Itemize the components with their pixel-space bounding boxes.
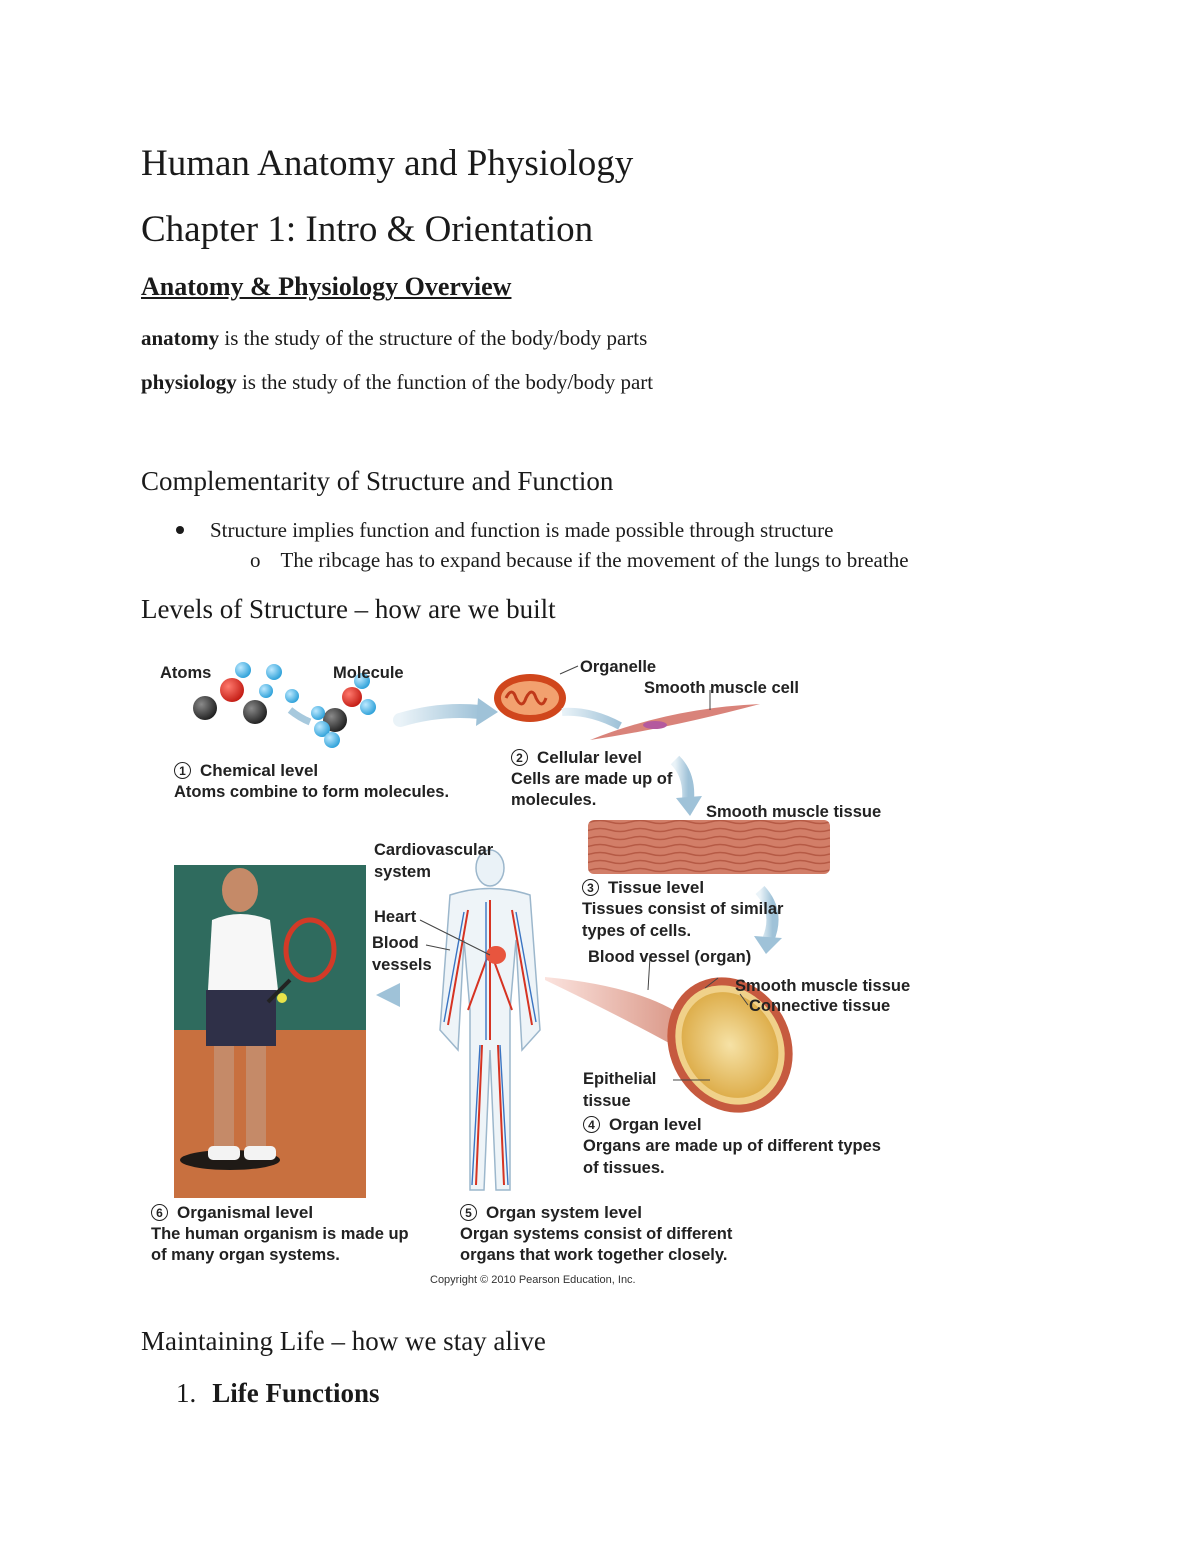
physiology-definition-text: is the study of the function of the body/body part <box>236 370 654 394</box>
label-smooth-muscle-cell: Smooth muscle cell <box>644 679 799 697</box>
step-number-6: 6 <box>151 1204 168 1221</box>
label-blood-2: vessels <box>372 956 432 974</box>
tissue-level-desc-1: Tissues consist of similar <box>582 900 784 918</box>
step-number-2: 2 <box>511 749 528 766</box>
cellular-level-desc-1: Cells are made up of <box>511 770 673 788</box>
label-molecule: Molecule <box>333 664 404 682</box>
levels-heading: Levels of Structure – how are we built <box>141 594 556 624</box>
organismal-level-title: 6 Organismal level <box>151 1202 313 1223</box>
organ-level-desc-2: of tissues. <box>583 1159 665 1177</box>
label-connective-tissue: Connective tissue <box>749 997 891 1015</box>
chemical-level-desc: Atoms combine to form molecules. <box>174 783 450 801</box>
anatomy-definition <box>141 326 647 351</box>
bullet-dot-icon <box>176 526 184 534</box>
step-number-1: 1 <box>174 762 191 779</box>
organismal-level-desc-2: of many organ systems. <box>151 1246 340 1264</box>
label-cardiovascular-1: Cardiovascular <box>374 841 494 859</box>
chapter-title: Chapter 1: Intro & Orientation <box>141 209 594 250</box>
tennis-player-photo <box>174 865 366 1198</box>
list-item-text: Life Functions <box>212 1378 380 1408</box>
label-cardiovascular-2: system <box>374 863 431 881</box>
step-number-5: 5 <box>460 1204 477 1221</box>
human-body-icon <box>440 850 540 1190</box>
organ-level-desc-1: Organs are made up of different types <box>583 1137 881 1155</box>
document-title: Human Anatomy and Physiology <box>141 143 634 184</box>
physiology-term: physiology <box>141 370 237 394</box>
label-epithelial-2: tissue <box>583 1092 631 1110</box>
sub-bullet-text: The ribcage has to expand because if the movement of the lungs to breathe <box>280 548 909 572</box>
physiology-definition <box>141 370 653 395</box>
organelle-icon <box>494 674 566 722</box>
levels-of-organization-figure <box>150 650 950 1290</box>
anatomy-term: anatomy <box>141 326 220 350</box>
organ-system-level-title: 5 Organ system level <box>460 1202 642 1223</box>
list-number: 1. <box>176 1378 197 1408</box>
label-smooth-muscle-tissue-2: Smooth muscle tissue <box>735 977 911 995</box>
numbered-list-item <box>176 1378 380 1409</box>
step-number-4: 4 <box>583 1116 600 1133</box>
cellular-level-desc-2: molecules. <box>511 791 597 809</box>
organ-system-level-desc-2: organs that work together closely. <box>460 1246 728 1264</box>
organ-system-level-desc-1: Organ systems consist of different <box>460 1225 733 1243</box>
bullet-text: Structure implies function and function is made possible through structure <box>210 518 834 542</box>
figure-illustration <box>150 650 950 1290</box>
tissue-level-title: 3 Tissue level <box>582 877 704 898</box>
sub-bullet-marker: o <box>250 548 261 572</box>
anatomy-definition-text: is the study of the structure of the body/body parts <box>219 326 648 350</box>
label-organelle: Organelle <box>580 658 657 676</box>
label-epithelial-1: Epithelial <box>583 1070 657 1088</box>
sub-bullet-item <box>250 548 909 573</box>
complementarity-heading: Complementarity of Structure and Function <box>141 466 614 496</box>
label-heart: Heart <box>374 908 417 926</box>
bullet-item <box>176 518 833 543</box>
organ-level-title: 4 Organ level <box>583 1114 702 1135</box>
smooth-muscle-tissue-icon <box>588 820 830 874</box>
overview-heading: Anatomy & Physiology Overview <box>141 272 512 301</box>
figure-copyright: Copyright © 2010 Pearson Education, Inc. <box>430 1274 636 1286</box>
label-blood-vessel-organ: Blood vessel (organ) <box>588 948 752 966</box>
chemical-level-title: 1 Chemical level <box>174 760 318 781</box>
maintaining-life-heading: Maintaining Life – how we stay alive <box>141 1326 546 1356</box>
molecule-icon <box>311 673 376 748</box>
label-smooth-muscle-tissue: Smooth muscle tissue <box>706 803 882 821</box>
step-number-3: 3 <box>582 879 599 896</box>
tissue-level-desc-2: types of cells. <box>582 922 692 940</box>
label-atoms: Atoms <box>160 664 212 682</box>
organismal-level-desc-1: The human organism is made up <box>151 1225 409 1243</box>
label-blood-1: Blood <box>372 934 419 952</box>
cellular-level-title: 2 Cellular level <box>511 747 642 768</box>
